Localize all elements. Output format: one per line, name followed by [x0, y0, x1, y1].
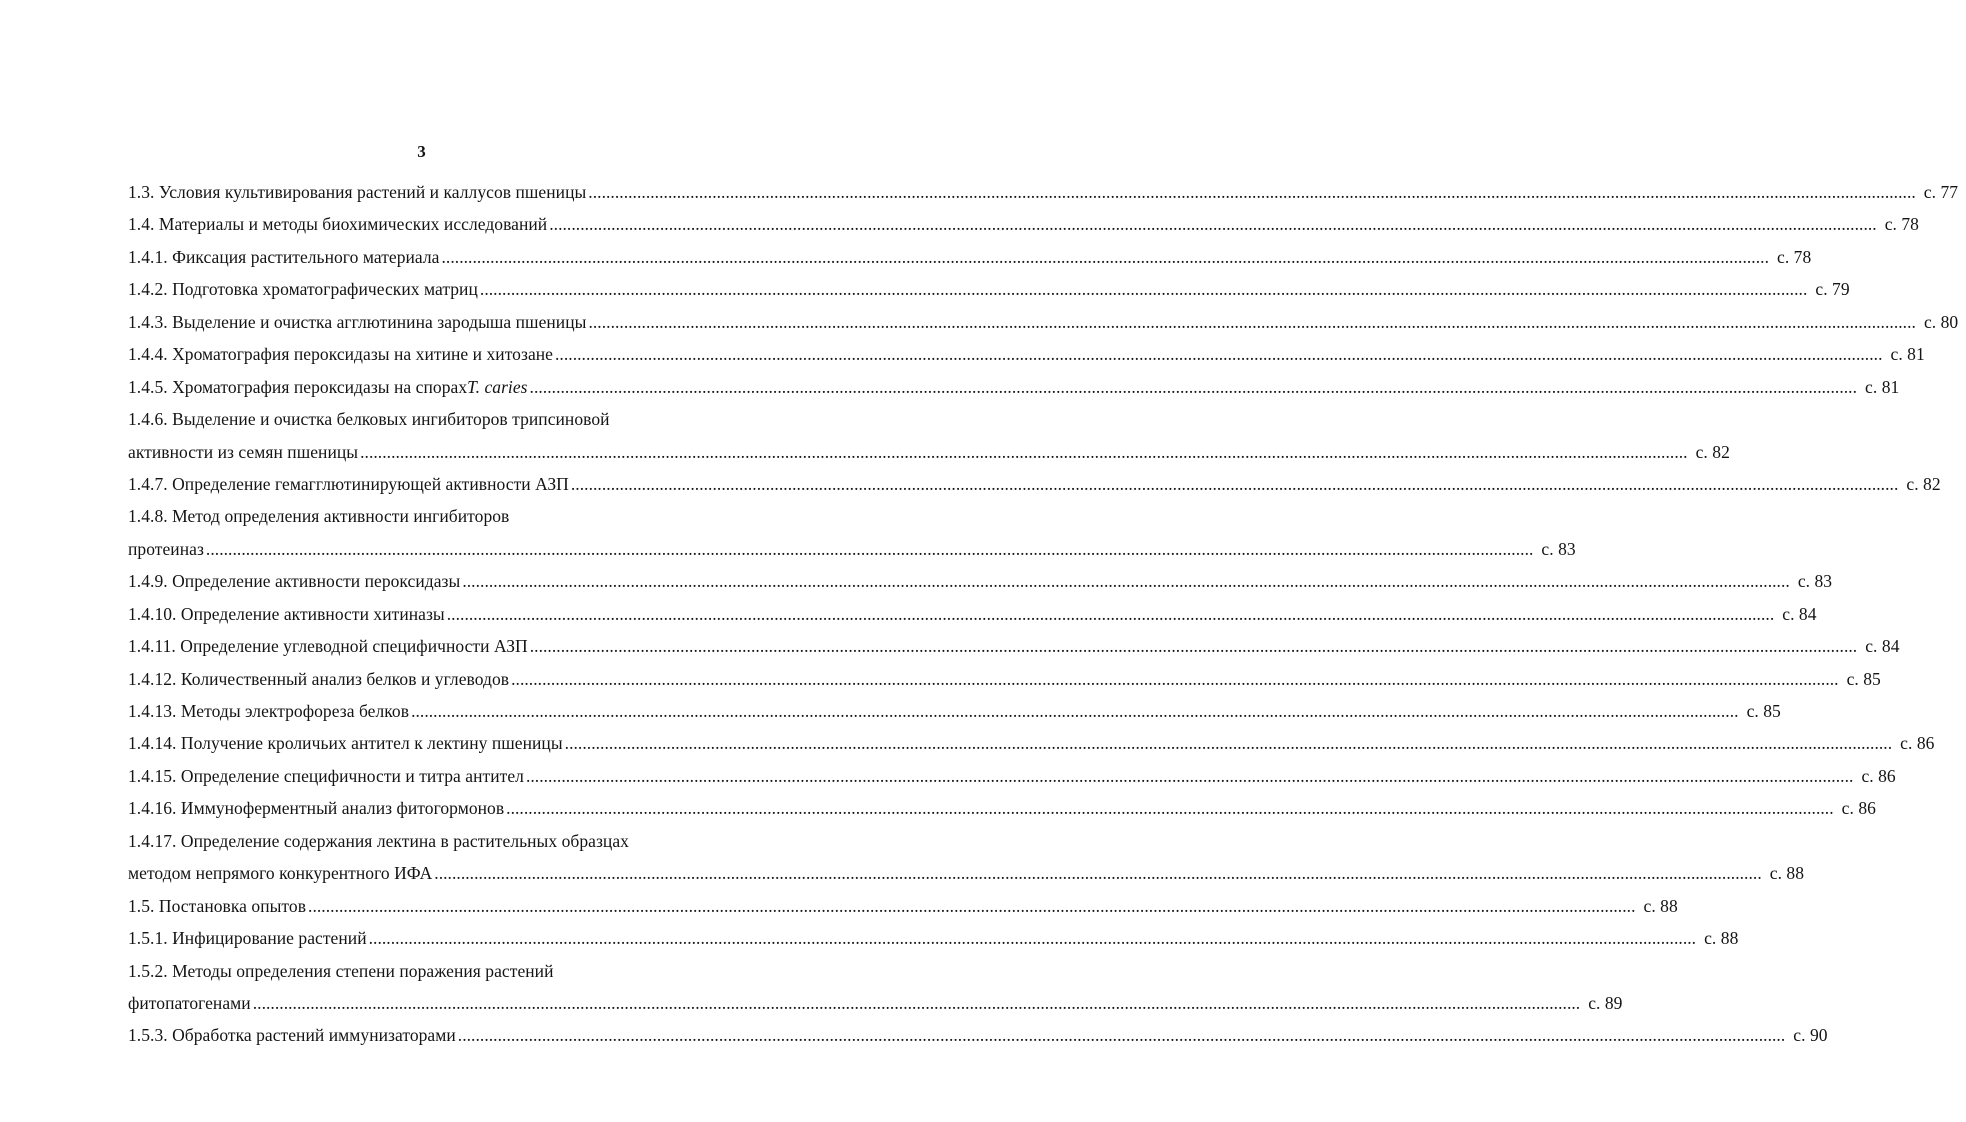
- toc-leader-dots: ............................................................................................................................................................................................................................................................................................................: [368, 928, 1697, 949]
- toc-entry-title: 1.4.5. Хроматография пероксидазы на спорах: [128, 376, 468, 397]
- toc-entry-title: 1.4.13. Методы электрофореза белков: [128, 701, 410, 721]
- toc-entry: [128, 890, 1678, 922]
- toc-page-ref: с. 86: [1900, 733, 1935, 754]
- toc-leader-dots: ............................................................................................................................................................................................................................................................................................................: [549, 214, 1877, 235]
- toc-entry: [128, 955, 724, 987]
- toc-page-ref: с. 84: [1865, 636, 1900, 657]
- toc-leader-dots: ............................................................................................................................................................................................................................................................................................................: [529, 376, 1858, 397]
- toc-entry-title: 1.4. Материалы и методы биохимических исследований: [128, 214, 548, 235]
- toc-entry-title: 1.4.15. Определение специфичности и титра антител: [128, 765, 524, 786]
- toc-leader-dots: ............................................................................................................................................................................................................................................................................................................: [588, 182, 1916, 202]
- toc-page-ref: с. 83: [1797, 571, 1833, 592]
- toc-entry-title: фитопатогенами: [128, 992, 251, 1013]
- toc-entry-title: 1.4.14. Получение кроличьих антител к лектину пшеницы: [128, 733, 563, 754]
- table-of-contents: [128, 176, 1959, 1052]
- toc-page-ref: с. 88: [1769, 863, 1805, 884]
- toc-entry-title: 1.5.3. Обработка растений иммунизаторами: [128, 1025, 456, 1046]
- toc-entry: [128, 338, 1925, 370]
- toc-page-ref: с. 78: [1884, 214, 1919, 235]
- toc-entry-title: 1.3. Условия культивирования растений и каллусов пшеницы: [128, 182, 587, 202]
- toc-page-ref: с. 79: [1815, 279, 1850, 300]
- toc-entry: [128, 727, 1935, 759]
- toc-entry: [128, 176, 1959, 208]
- toc-entry: [128, 565, 1833, 597]
- toc-page-ref: с. 81: [1865, 376, 1900, 397]
- toc-leader-dots: ............................................................................................................................................................................................................................................................................................................: [308, 895, 1636, 916]
- toc-entry: [128, 663, 1881, 695]
- toc-entry: [128, 533, 1576, 565]
- toc-entry: [128, 598, 1817, 630]
- toc-entry: [128, 468, 1941, 500]
- toc-leader-dots: ............................................................................................................................................................................................................................................................................................................: [462, 571, 1790, 592]
- toc-leader-dots: ............................................................................................................................................................................................................................................................................................................: [588, 311, 1916, 332]
- toc-leader-dots: ............................................................................................................................................................................................................................................................................................................: [411, 701, 1739, 721]
- toc-page-ref: с. 83: [1541, 538, 1576, 559]
- toc-entry-title: 1.4.11. Определение углеводной специфичности АЗП: [128, 636, 528, 657]
- toc-entry-title: 1.4.3. Выделение и очистка агглютинина зародыша пшеницы: [128, 311, 587, 332]
- toc-leader-dots: ............................................................................................................................................................................................................................................................................................................: [434, 863, 1762, 884]
- toc-entry: [128, 1019, 1828, 1051]
- toc-leader-dots: ............................................................................................................................................................................................................................................................................................................: [570, 473, 1899, 494]
- toc-entry-title: 1.4.16. Иммуноферментный анализ фитогормонов: [128, 798, 505, 819]
- toc-entry: [128, 208, 1919, 240]
- toc-leader-dots: ............................................................................................................................................................................................................................................................................................................: [506, 798, 1834, 819]
- toc-entry-title: активности из семян пшеницы: [128, 441, 359, 462]
- toc-entry-title: 1.4.2. Подготовка хроматографических матриц: [128, 279, 478, 300]
- toc-entry: [128, 922, 1739, 954]
- toc-entry: [128, 987, 1623, 1019]
- page-number: 3: [417, 142, 426, 161]
- toc-entry: [128, 630, 1900, 662]
- toc-page-ref: с. 86: [1841, 798, 1876, 819]
- toc-entry-title: 1.4.12. Количественный анализ белков и углеводов: [128, 668, 510, 689]
- toc-entry: [128, 857, 1805, 889]
- toc-leader-dots: ............................................................................................................................................................................................................................................................................................................: [525, 765, 1854, 786]
- toc-entry-title: 1.4.10. Определение активности хитиназы: [128, 603, 445, 624]
- toc-entry-title: протеиназ: [128, 538, 204, 559]
- toc-page-ref: с. 78: [1777, 246, 1812, 267]
- toc-entry-title: методом непрямого конкурентного ИФА: [128, 863, 433, 884]
- toc-entry: [128, 273, 1850, 305]
- toc-entry: [128, 792, 1876, 824]
- toc-page-ref: с. 89: [1588, 992, 1623, 1013]
- toc-page-ref: с. 86: [1861, 765, 1896, 786]
- toc-entry: [128, 500, 724, 532]
- toc-page-ref: с. 85: [1746, 701, 1781, 721]
- toc-entry-title: 1.5.1. Инфицирование растений: [128, 928, 367, 949]
- toc-page-ref: с. 81: [1890, 344, 1925, 365]
- toc-page-ref: с. 77: [1923, 182, 1959, 202]
- toc-page-ref: с. 88: [1704, 928, 1739, 949]
- toc-entry-title: 1.4.9. Определение активности пероксидазы: [128, 571, 461, 592]
- toc-page-ref: с. 90: [1793, 1025, 1828, 1046]
- toc-leader-dots: ............................................................................................................................................................................................................................................................................................................: [441, 246, 1769, 267]
- toc-entry: [128, 306, 1959, 338]
- toc-page-ref: с. 84: [1782, 603, 1817, 624]
- toc-leader-dots: ............................................................................................................................................................................................................................................................................................................: [205, 538, 1534, 559]
- toc-leader-dots: ............................................................................................................................................................................................................................................................................................................: [360, 441, 1688, 462]
- toc-entry-title: 1.5.2. Методы определения степени поражения растений: [128, 960, 554, 981]
- toc-entry: [128, 825, 724, 857]
- toc-entry-title: 1.5. Постановка опытов: [128, 895, 307, 916]
- toc-entry-title: 1.4.6. Выделение и очистка белковых ингибиторов трипсиновой: [128, 409, 610, 430]
- toc-leader-dots: ............................................................................................................................................................................................................................................................................................................: [446, 603, 1775, 624]
- toc-page-ref: с. 85: [1846, 668, 1881, 689]
- toc-entry: [128, 241, 1812, 273]
- toc-leader-dots: ............................................................................................................................................................................................................................................................................................................: [529, 636, 1858, 657]
- toc-leader-dots: ............................................................................................................................................................................................................................................................................................................: [479, 279, 1808, 300]
- toc-entry-italic-title: T. caries: [467, 376, 528, 397]
- toc-entry-title: 1.4.7. Определение гемагглютинирующей активности АЗП: [128, 473, 569, 494]
- toc-leader-dots: ............................................................................................................................................................................................................................................................................................................: [511, 668, 1839, 689]
- toc-leader-dots: ............................................................................................................................................................................................................................................................................................................: [252, 992, 1581, 1013]
- toc-entry: [128, 403, 724, 435]
- toc-page-ref: с. 80: [1923, 311, 1959, 332]
- toc-entry-title: 1.4.17. Определение содержания лектина в растительных образцах: [128, 830, 629, 851]
- toc-entry: [128, 760, 1896, 792]
- toc-page-ref: с. 88: [1643, 895, 1678, 916]
- toc-page-ref: с. 82: [1906, 473, 1941, 494]
- toc-entry: [128, 436, 1730, 468]
- toc-leader-dots: ............................................................................................................................................................................................................................................................................................................: [457, 1025, 1786, 1046]
- toc-entry-title: 1.4.1. Фиксация растительного материала: [128, 246, 440, 267]
- toc-page-ref: с. 82: [1695, 441, 1730, 462]
- toc-entry: [128, 371, 1900, 403]
- toc-leader-dots: ............................................................................................................................................................................................................................................................................................................: [564, 733, 1893, 754]
- toc-entry: [128, 695, 1781, 727]
- toc-leader-dots: ............................................................................................................................................................................................................................................................................................................: [555, 344, 1883, 365]
- toc-entry-title: 1.4.8. Метод определения активности ингибиторов: [128, 506, 510, 527]
- toc-entry-title: 1.4.4. Хроматография пероксидазы на хитине и хитозане: [128, 344, 553, 365]
